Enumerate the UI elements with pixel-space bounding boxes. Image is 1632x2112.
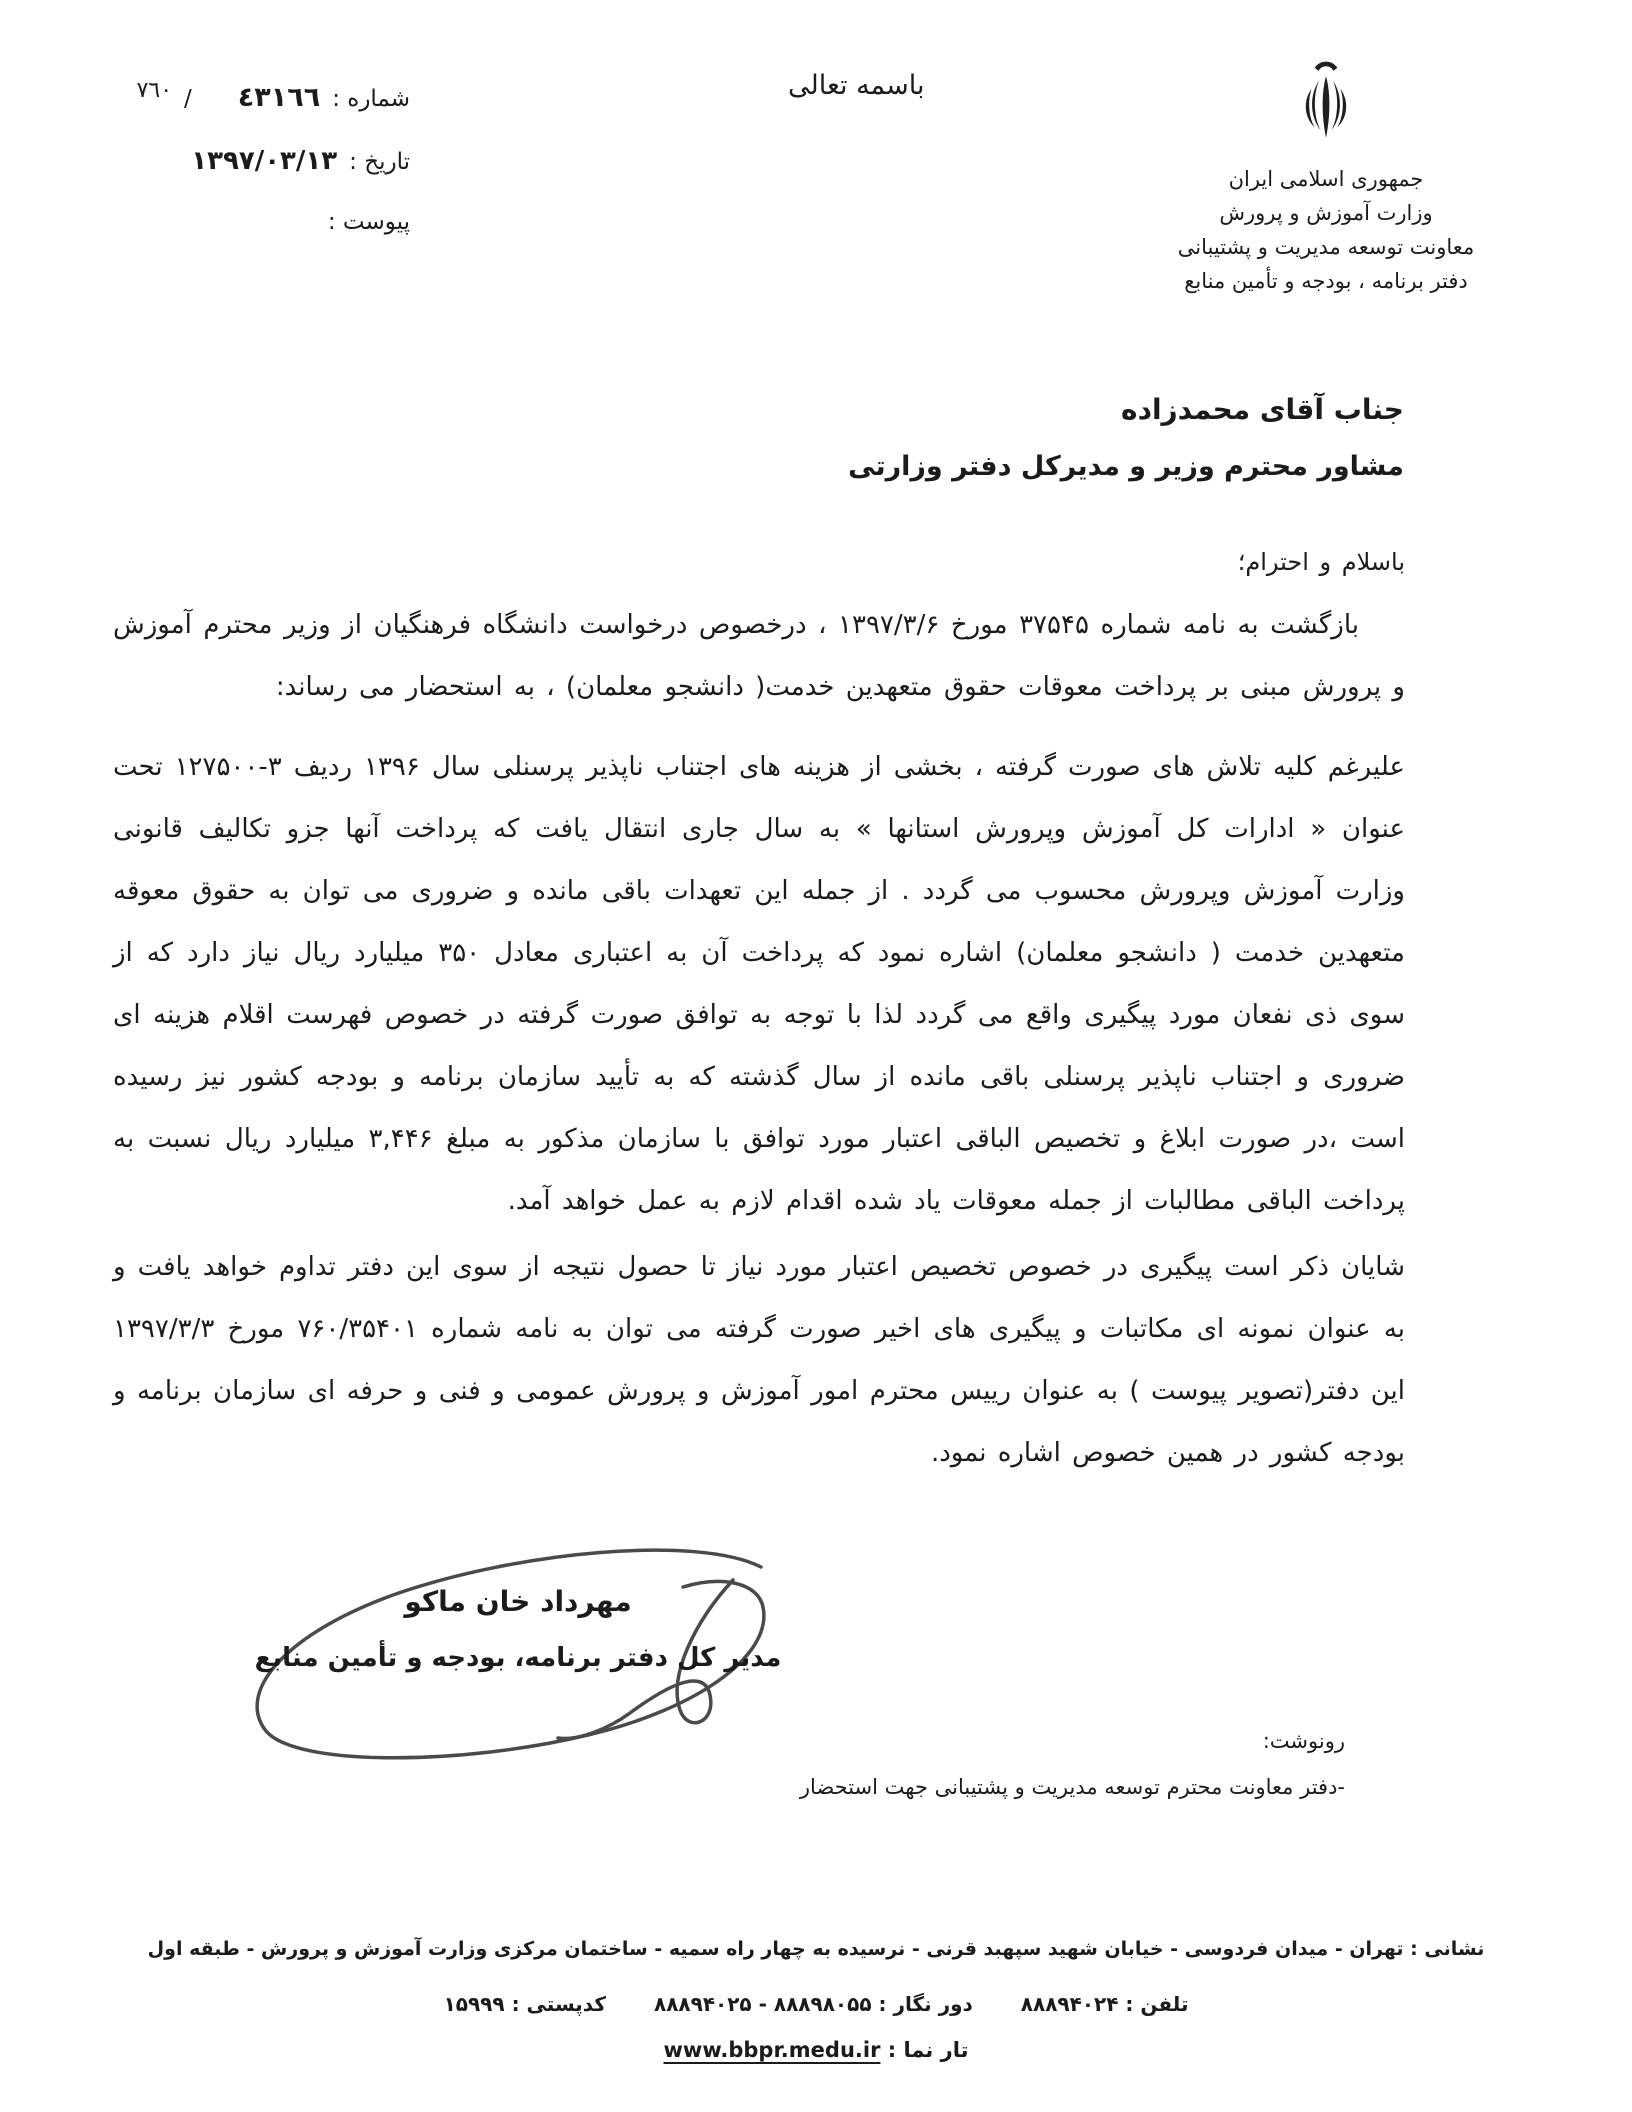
signatory-title: مدیر کل دفتر برنامه، بودجه و تأمین منابع: [254, 1643, 782, 1673]
cc-block: [800, 1718, 1345, 1810]
letter-number-slash: /: [184, 86, 192, 112]
footer-postal: [444, 1992, 606, 2016]
letter-office-code: ٧٦٠: [136, 78, 173, 103]
letter-number-row: [90, 78, 410, 113]
letterhead-ministry: وزارت آموزش و پرورش: [1219, 201, 1433, 225]
recipient-name: جناب آقای محمدزاده: [1121, 393, 1404, 426]
footer-contact-row: [0, 1992, 1632, 2016]
cc-item: -دفتر معاونت محترم توسعه مدیریت و پشتیبانی جهت استحضار: [799, 1775, 1345, 1799]
letterhead-country: جمهوری اسلامی ایران: [1228, 167, 1424, 191]
bismillah-text: باسمه تعالی: [788, 70, 925, 101]
letterhead-block: [1128, 58, 1524, 298]
footer-website-label: تار نما :: [887, 2038, 969, 2062]
salutation-text: باسلام و احترام؛: [1237, 548, 1405, 576]
body-paragraph-2: علیرغم کلیه تلاش های صورت گرفته ، بخشی از هزینه های اجتناب ناپذیر پرسنلی سال ۱۳۹۶ ردیف ۳-۱۲۷۵۰۰ تحت عنوان « ادارات کل آموزش وپرورش استانها » به سال جاری انتقال یافت که پرداخت آنها جزو تکالیف قانونی وزارت آموزش وپرورش محسوب می گردد . از جمله این تعهدات باقی مانده و ضروری می توان به حقوق معوقه متعهدین خدمت ( دانشجو معلمان) اشاره نمود که پرداخت آن به اعتباری معادل ۳۵۰ میلیارد ریال نیاز دارد که از سوی ذی نفعان مورد پیگیری واقع می گردد لذا با توجه به توافق صورت گرفته در خصوص فهرست اقلام هزینه ای ضروری و اجتناب ناپذیر پرسنلی باقی مانده از سال گذشته که به تأیید سازمان برنامه و بودجه کشور نیز رسیده است ،در صورت ابلاغ و تخصیص الباقی اعتبار مورد توافق با سازمان مذکور به مبلغ ۳,۴۴۶ میلیارد ریال نسبت به پرداخت الباقی مطالبات از جمله معوقات یاد شده اقدام لازم به عمل خواهد آمد.: [113, 752, 1405, 1216]
footer-fax-label: دور نگار :: [878, 1992, 973, 2016]
footer-phone-label: تلفن :: [1125, 1992, 1189, 2016]
footer-phone-value: ۸۸۸۹۴۰۲۴: [1020, 1992, 1119, 2016]
letter-date-value: ۱۳۹۷/۰۳/۱۳: [191, 146, 338, 176]
letter-attachment-row: [90, 209, 410, 235]
footer-postal-label: کدپستی :: [511, 1992, 606, 2016]
letter-meta-block: [90, 78, 410, 235]
footer-website-url: www.bbpr.medu.ir: [663, 2038, 881, 2062]
footer-phone: [1021, 1992, 1189, 2016]
letterhead-office: دفتر برنامه ، بودجه و تأمین منابع: [1184, 269, 1468, 293]
signature-block: [228, 1543, 808, 1781]
iran-national-emblem-icon: [1288, 58, 1364, 156]
footer-address: نشانی : تهران - میدان فردوسی - خیابان شهید سپهبد قرنی - نرسیده به چهار راه سمیه - ساختمان مرکزی وزارت آموزش و پرورش - طبقه اول: [147, 1938, 1485, 1960]
footer-website-row: [0, 2038, 1632, 2062]
body-paragraph-1: بازگشت به نامه شماره ۳۷۵۴۵ مورخ ۱۳۹۷/۳/۶ ، درخصوص درخواست دانشگاه فرهنگیان از وزیر محترم آموزش و پرورش مبنی بر پرداخت معوقات حقوق متعهدین خدمت( دانشجو معلمان) ، به استحضار می رساند:: [113, 610, 1405, 702]
body-paragraph-3: شایان ذکر است پیگیری در خصوص تخصیص اعتبار مورد نیاز تا حصول نتیجه از سوی این دفتر تداوم خواهد یافت و به عنوان نمونه ای مکاتبات و پیگیری های اخیر صورت گرفته می توان به نامه شماره ۷۶۰/۳۵۴۰۱ مورخ ۱۳۹۷/۳/۳ این دفتر(تصویر پیوست ) به عنوان رییس محترم امور آموزش و پرورش عمومی و فنی و حرفه ای سازمان برنامه و بودجه کشور در همین خصوص اشاره نمود.: [113, 1252, 1406, 1468]
cc-label: رونوشت:: [1262, 1729, 1345, 1753]
recipient-block: [848, 390, 1404, 487]
footer-fax-value: ۸۸۸۹۸۰۵۵ - ۸۸۸۹۴۰۲۵: [653, 1992, 872, 2016]
letter-date-row: [90, 146, 410, 176]
letter-body: [113, 542, 1405, 1484]
letter-attachment-label: پیوست :: [327, 209, 410, 235]
letter-date-label: تاریخ :: [349, 149, 410, 175]
letter-number-label: شماره :: [332, 86, 410, 112]
footer-fax: [654, 1992, 973, 2016]
signatory-name: مهرداد خان ماکو: [404, 1585, 632, 1618]
letterhead-deputy: معاونت توسعه مدیریت و پشتیبانی: [1177, 235, 1475, 259]
letter-number-value: ٤٣١٦٦: [237, 82, 321, 113]
recipient-title: مشاور محترم وزیر و مدیرکل دفتر وزارتی: [848, 451, 1404, 482]
footer-postal-value: ۱۵۹۹۹: [443, 1992, 505, 2016]
